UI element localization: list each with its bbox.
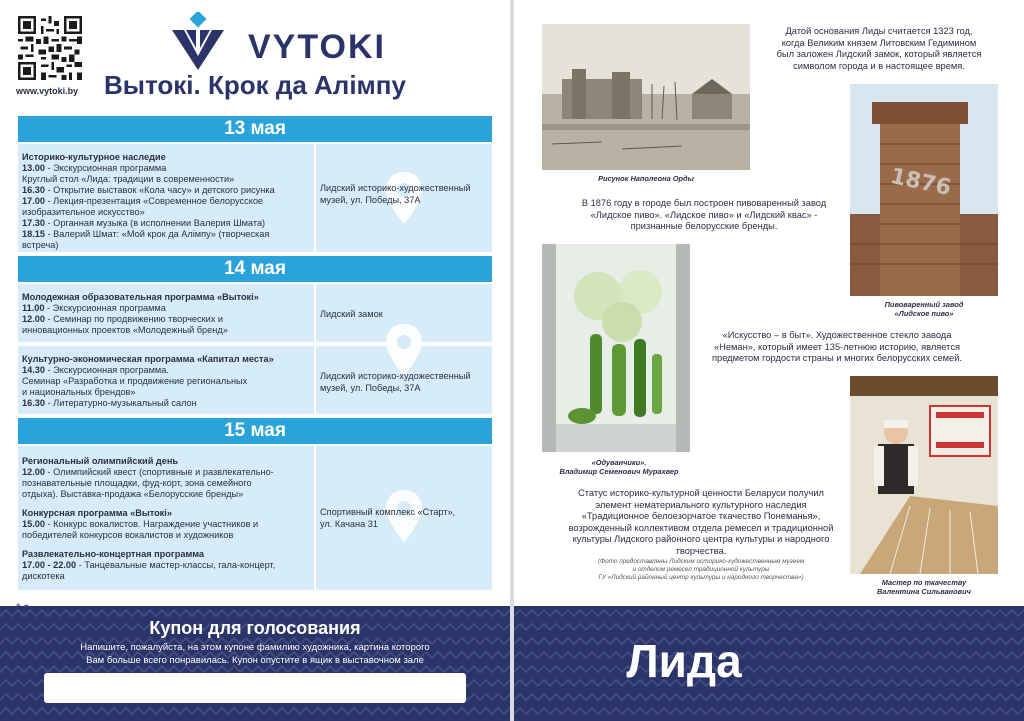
schedule-line: 16.30 - Литературно-музыкальный салон bbox=[22, 398, 197, 408]
brewery-tower-image bbox=[850, 84, 998, 296]
schedule-line: 17.00 - Лекция-презентация «Современное белорусское bbox=[22, 196, 264, 206]
block-title: Региональный олимпийский день bbox=[22, 456, 179, 466]
schedule-block bbox=[18, 446, 492, 592]
schedule-line: 17.00 - 22.00 - Танцевальные мастер-классы, гала-концерт, bbox=[22, 560, 276, 570]
weaver-image bbox=[850, 376, 998, 574]
schedule-line: 11.00 - Экскурсионная программа bbox=[22, 303, 166, 313]
schedule-line: изобразительное искусство» bbox=[22, 207, 145, 217]
schedule-line: Круглый стол «Лида: традиции в современности» bbox=[22, 174, 235, 184]
coupon-instructions: Напишите, пожалуйста, на этом купоне фамилию художника, картина которого Вам больше всего понравилась. Купон опустите в ящик в выставочном зале bbox=[80, 642, 430, 666]
page-title: Вытокі. Крок да Алімпу bbox=[104, 70, 406, 100]
vytoki-logo bbox=[170, 12, 390, 72]
artist-name-input[interactable] bbox=[44, 673, 466, 703]
logo-text: VYTOKI bbox=[248, 28, 386, 66]
glass-art-image bbox=[542, 244, 690, 452]
schedule-line: встреча) bbox=[22, 240, 59, 250]
voting-coupon bbox=[0, 606, 510, 721]
castle-drawing-image bbox=[542, 24, 750, 170]
city-name: Лида bbox=[626, 635, 742, 687]
paragraph-founding: Датой основания Лиды считается 1323 год, когда Великим князем Литовским Гедимином был заложен Лидский замок, который является символом города и в настоящее время. bbox=[776, 26, 982, 71]
venue-address: Лидский историко-художественный музей, ул. Победы, 37А bbox=[320, 183, 471, 205]
lida-page bbox=[514, 0, 1024, 721]
venue-address: Лидский историко-художественный музей, ул. Победы, 37А bbox=[320, 371, 471, 393]
caption-drawing: Рисунок Наполеона Орды bbox=[598, 174, 694, 183]
day-header-13: 13 мая bbox=[18, 116, 492, 142]
paragraph-brewery: В 1876 году в городе был построен пивоваренный завод «Лидское пиво». «Лидское пиво» и «Лидский квас» - признанные белорусские бренды. bbox=[581, 198, 827, 231]
block-title: Культурно-экономическая программа «Капитал места» bbox=[22, 354, 274, 364]
day-header-14: 14 мая bbox=[18, 256, 492, 282]
schedule-block bbox=[18, 144, 492, 254]
schedule-line: 18.15 - Валерий Шмат: «Мой крок да Алімпу» (творческая bbox=[22, 229, 270, 239]
day-header-15: 15 мая bbox=[18, 418, 492, 444]
caption-weaver: Мастер по ткачеству Валентина Сильванович bbox=[877, 578, 971, 596]
schedule-line: дискотека bbox=[22, 571, 65, 581]
block-title: Историко-культурное наследие bbox=[22, 152, 166, 162]
schedule-line: 12.00 - Олимпийский квест (спортивные и развлекательно- bbox=[22, 467, 274, 477]
paragraph-weaving: Статус историко-культурной ценности Беларуси получил элемент нематериального культурного наследия «Традиционное белоезорчатое ткачество Понеманья», возрожденный коллективом отдела ремесел и традиционной культуры Лидского районного центра культуры и народного творчества. bbox=[568, 488, 834, 556]
schedule-line: 14.30 - Экскурсионная программа. bbox=[22, 365, 169, 375]
caption-glass: «Одуванчики». Владимир Семенович Мурахвер bbox=[559, 458, 679, 476]
site-url[interactable]: www.vytoki.by bbox=[16, 86, 79, 96]
venue-address: Лидский замок bbox=[320, 309, 383, 319]
schedule-line: победителей конкурсов вокалистов и художников bbox=[22, 530, 234, 540]
schedule-line: и национальных брендов» bbox=[22, 387, 136, 397]
schedule-line: 15.00 - Конкурс вокалистов. Награждение участников и bbox=[22, 519, 259, 529]
schedule-line: познавательные площадки, фуд-корт, зона семейного bbox=[22, 478, 252, 488]
schedule-line: Семинар «Разработка и продвижение региональных bbox=[22, 376, 248, 386]
schedule-line: 17.30 - Органная музыка (в исполнении Валерия Шмата) bbox=[22, 218, 266, 228]
caption-brewery: Пивоваренный завод «Лидское пиво» bbox=[884, 300, 964, 318]
schedule-line: отдыха). Выставка-продажа «Белорусские бренды» bbox=[22, 489, 244, 499]
block-title: Молодежная образовательная программа «Вытокі» bbox=[22, 292, 259, 302]
schedule-line: 16.30 - Открытие выставок «Кола часу» и детского рисунка bbox=[22, 185, 275, 195]
coupon-title: Купон для голосования bbox=[149, 618, 361, 638]
schedule-line: 13.00 - Экскурсионная программа bbox=[22, 163, 167, 173]
schedule-block bbox=[18, 346, 492, 416]
block-title: Конкурсная программа «Вытокі» bbox=[22, 508, 172, 518]
city-band bbox=[514, 606, 1024, 721]
venue-address: Спортивный комплекс «Старт», ул. Качана 31 bbox=[320, 507, 456, 529]
block-title: Развлекательно-концертная программа bbox=[22, 549, 205, 559]
schedule-line: инновационных проектов «Молодежный бренд» bbox=[22, 325, 228, 335]
logo-mark-icon bbox=[170, 12, 226, 70]
tower-year: 1876 bbox=[888, 163, 954, 202]
schedule-line: 12.00 - Семинар по продвижению творческих и bbox=[22, 314, 224, 324]
program-page bbox=[0, 0, 510, 721]
paragraph-glass: «Искусство – в быт». Художественное стекло завода «Неман», который имеет 135-летнюю историю, является предметом гордости страны и многих белорусских семей. bbox=[711, 330, 962, 363]
photo-credit: (Фото предоставлены Лидским историко-художественным музеем и отделом ремесел традиционной культуры ГУ «Лидский районный центр культуры и народного творчества») bbox=[597, 558, 805, 581]
